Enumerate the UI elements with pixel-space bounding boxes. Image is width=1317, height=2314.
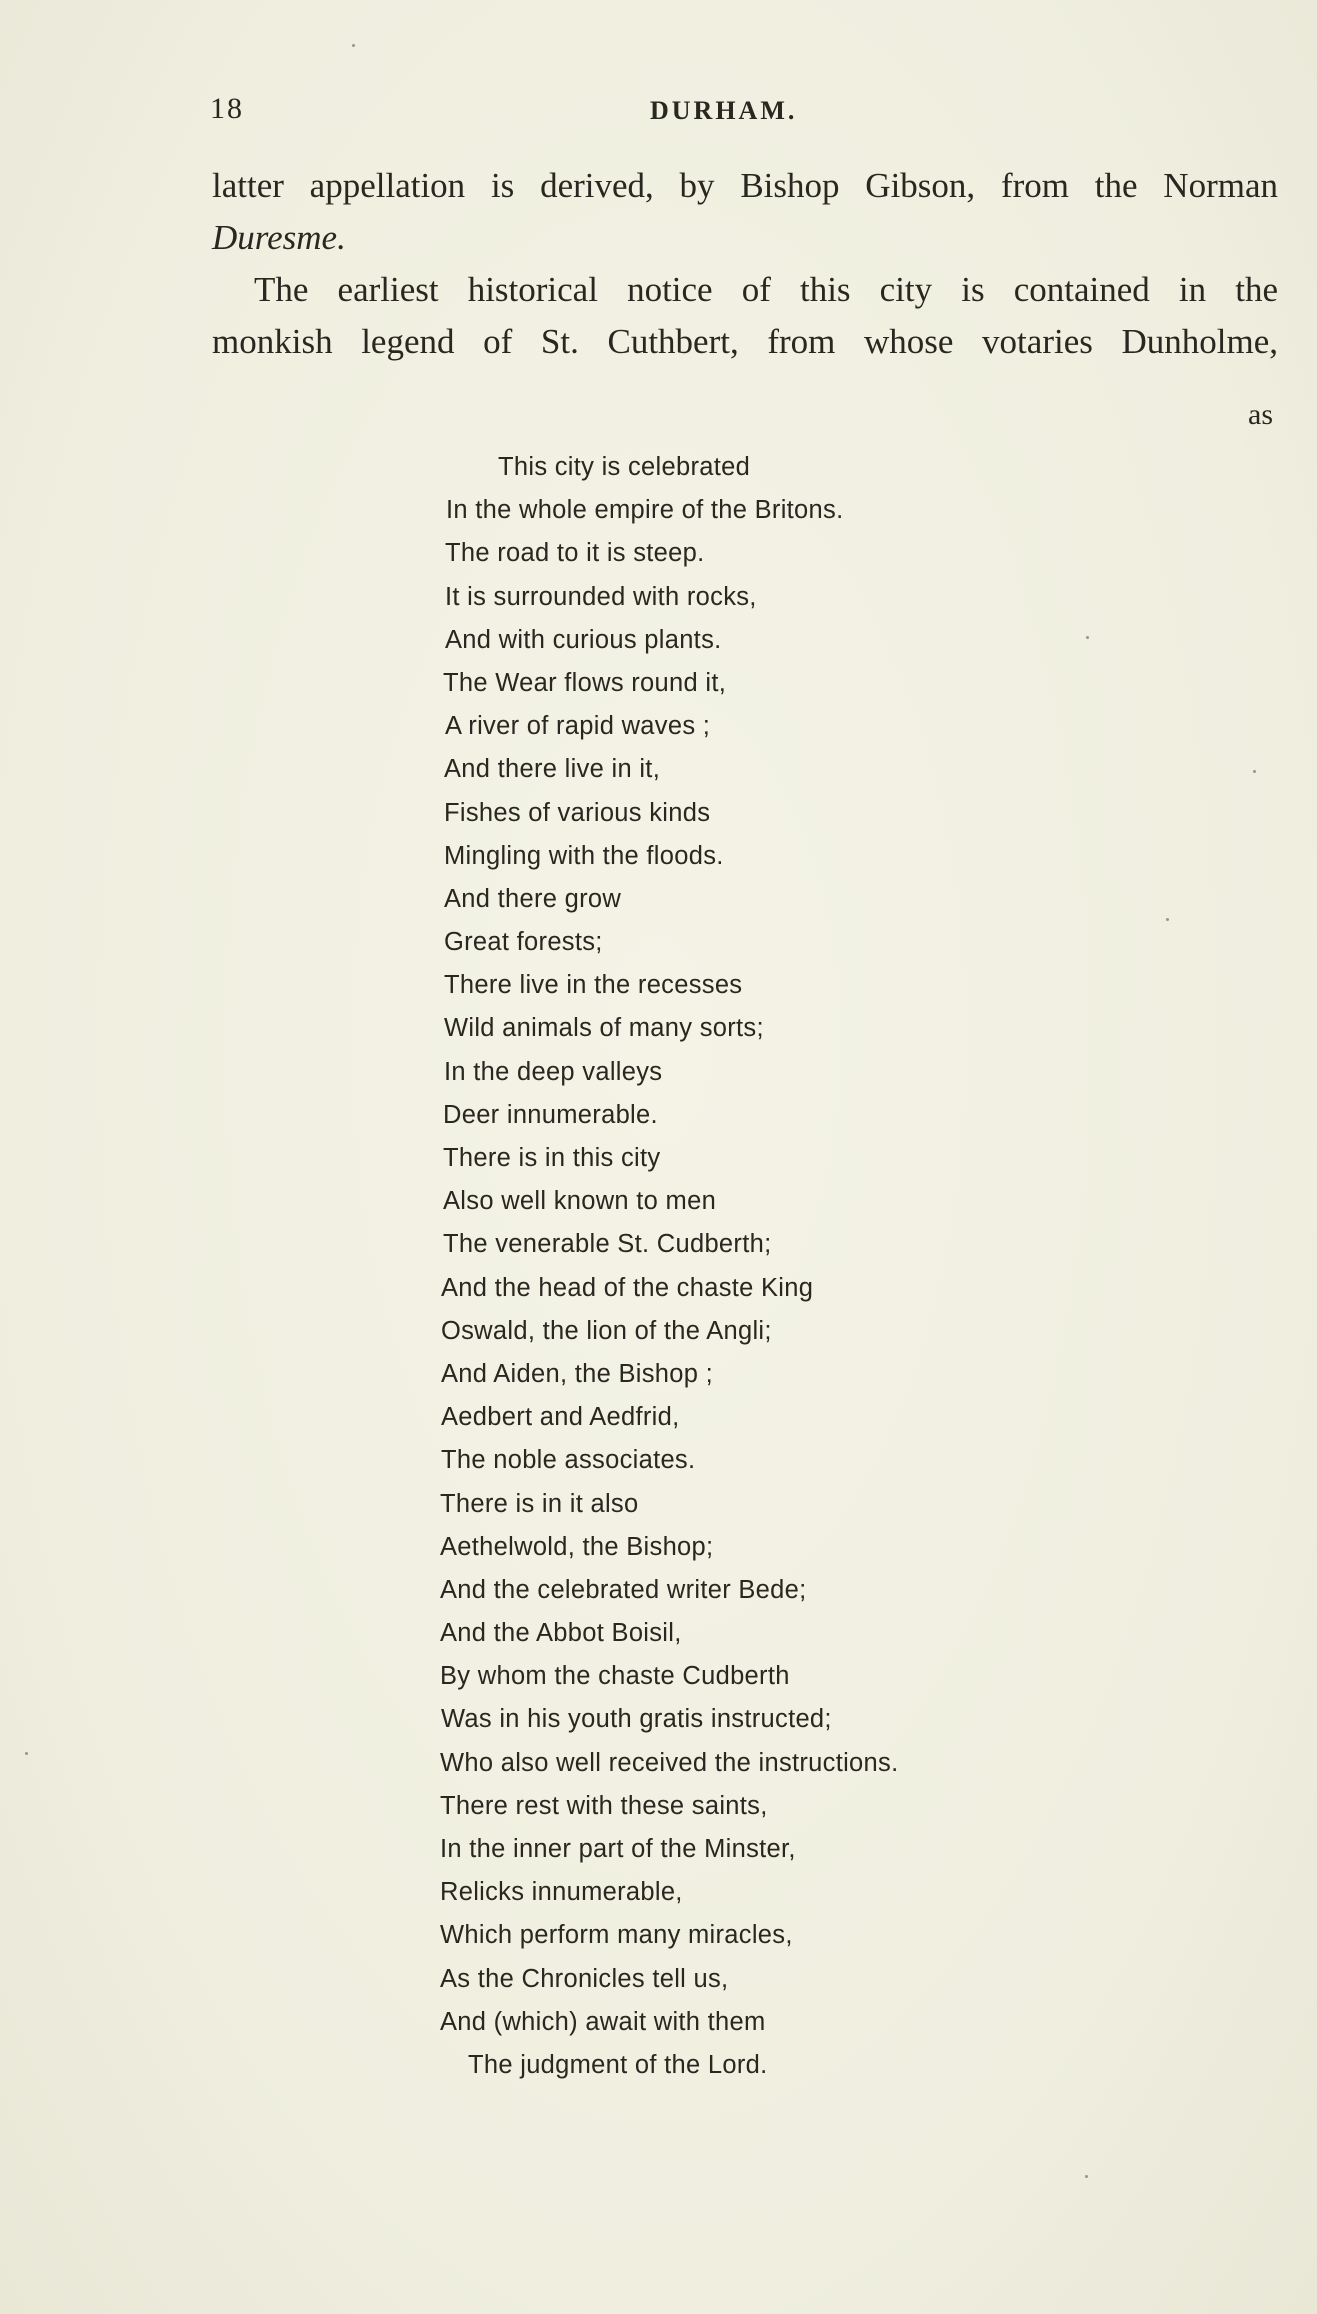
poem-line: It is surrounded with rocks, bbox=[445, 582, 757, 611]
prose-line: monkish legend of St. Cuthbert, from whose votaries Dunholme, bbox=[212, 322, 1278, 361]
poem bbox=[440, 446, 1060, 2087]
catchword: as bbox=[1248, 398, 1273, 431]
prose-line: latter appellation is derived, by Bishop Gibson, from the Norman bbox=[212, 166, 1278, 205]
poem-line: Mingling with the floods. bbox=[444, 841, 724, 870]
poem-line: The Wear flows round it, bbox=[443, 668, 727, 697]
poem-line: And with curious plants. bbox=[445, 625, 722, 654]
poem-line: Relicks innumerable, bbox=[440, 1878, 683, 1907]
poem-line: Fishes of various kinds bbox=[444, 798, 711, 827]
poem-line: The noble associates. bbox=[441, 1446, 696, 1475]
poem-line: And there live in it, bbox=[444, 755, 661, 784]
poem-line: Wild animals of many sorts; bbox=[444, 1014, 764, 1043]
poem-line: By whom the chaste Cudberth bbox=[440, 1662, 790, 1691]
poem-line: And the celebrated writer Bede; bbox=[440, 1575, 807, 1604]
poem-line: Aedbert and Aedfrid, bbox=[441, 1403, 680, 1432]
paper-speck bbox=[1086, 636, 1089, 639]
poem-line: In the deep valleys bbox=[444, 1057, 663, 1086]
poem-line: There is in this city bbox=[443, 1144, 661, 1172]
poem-line: There rest with these saints, bbox=[440, 1791, 768, 1820]
prose-italic-word: Duresme. bbox=[212, 218, 346, 257]
poem-line: And the head of the chaste King bbox=[441, 1273, 814, 1302]
paper-speck bbox=[25, 1752, 28, 1755]
poem-line: In the inner part of the Minster, bbox=[440, 1835, 796, 1863]
paper-speck bbox=[352, 44, 355, 47]
poem-line: In the whole empire of the Britons. bbox=[446, 496, 844, 525]
page-number: 18 bbox=[210, 92, 244, 125]
poem-line: Great forests; bbox=[444, 928, 603, 957]
poem-line: Oswald, the lion of the Angli; bbox=[441, 1316, 772, 1345]
poem-line: There is in it also bbox=[440, 1489, 639, 1518]
poem-line: Aethelwold, the Bishop; bbox=[440, 1532, 714, 1561]
poem-line: The judgment of the Lord. bbox=[468, 2050, 768, 2079]
paper-speck bbox=[1085, 2175, 1088, 2178]
poem-line: The road to it is steep. bbox=[445, 539, 705, 568]
poem-line: And Aiden, the Bishop ; bbox=[441, 1359, 714, 1388]
poem-line: Was in his youth gratis instructed; bbox=[441, 1705, 832, 1734]
poem-line: And there grow bbox=[444, 884, 622, 913]
poem-line: This city is celebrated bbox=[498, 453, 751, 481]
paper-speck bbox=[1253, 770, 1256, 773]
poem-line: The venerable St. Cudberth; bbox=[443, 1230, 772, 1259]
poem-line: Which perform many miracles, bbox=[440, 1921, 793, 1950]
poem-line: Who also well received the instructions. bbox=[440, 1748, 899, 1777]
prose-line: The earliest historical notice of this city is contained in the bbox=[254, 270, 1278, 309]
prose-text bbox=[212, 160, 1278, 368]
poem-line: Deer innumerable. bbox=[443, 1100, 658, 1129]
poem-line: There live in the recesses bbox=[444, 971, 743, 1000]
paper-speck bbox=[1166, 918, 1169, 921]
poem-line: A river of rapid waves ; bbox=[445, 712, 711, 741]
page-header bbox=[210, 92, 1270, 132]
running-head: DURHAM. bbox=[650, 96, 798, 125]
poem-line: And the Abbot Boisil, bbox=[440, 1619, 682, 1648]
poem-line: As the Chronicles tell us, bbox=[440, 1964, 729, 1993]
poem-line: Also well known to men bbox=[443, 1187, 717, 1216]
poem-line: And (which) await with them bbox=[440, 2007, 766, 2036]
